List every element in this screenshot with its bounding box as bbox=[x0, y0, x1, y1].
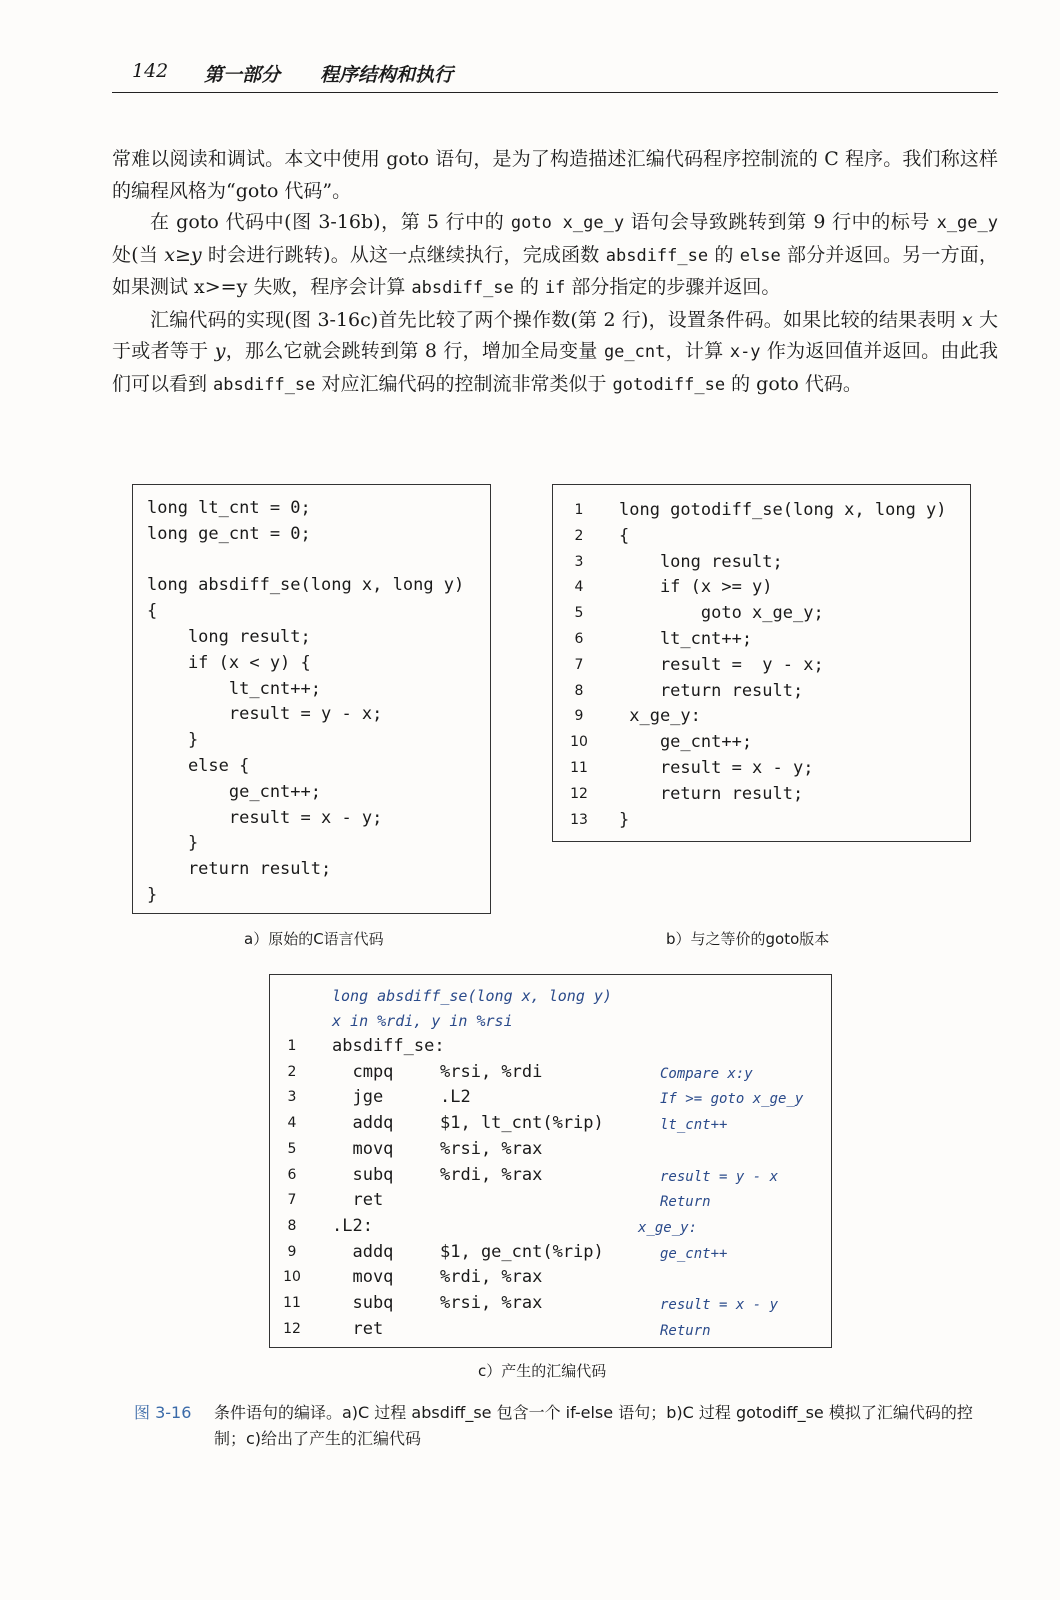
code-line: long result; bbox=[619, 551, 783, 572]
line-number: 5 bbox=[287, 1140, 297, 1157]
line-number: 6 bbox=[287, 1166, 297, 1183]
code-line: lt_cnt++; bbox=[147, 678, 321, 699]
code-line: return result; bbox=[619, 680, 804, 701]
line-number: 5 bbox=[574, 605, 584, 622]
assembly-operands: %rdi, %rax bbox=[440, 1267, 543, 1288]
assembly-operands: .L2 bbox=[440, 1087, 471, 1108]
code-line: result = y - x; bbox=[147, 704, 383, 725]
code-line: } bbox=[147, 833, 199, 854]
assembly-operands: $1, lt_cnt(%rip) bbox=[440, 1113, 604, 1134]
line-number: 2 bbox=[287, 1063, 297, 1080]
line-number: 3 bbox=[574, 553, 584, 570]
assembly-instruction: absdiff_se: bbox=[332, 1036, 445, 1056]
code-line: result = x - y; bbox=[619, 758, 814, 778]
part-title: 第一部分 bbox=[204, 64, 281, 86]
line-number: 7 bbox=[287, 1192, 297, 1209]
assembly-annotation: x_ge_y: bbox=[638, 1219, 698, 1236]
code-line: } bbox=[619, 809, 630, 830]
code-line: long ge_cnt = 0; bbox=[147, 523, 311, 544]
code-line: } bbox=[147, 885, 158, 905]
line-number: 12 bbox=[570, 785, 588, 802]
figure-label: 图 3-16 bbox=[134, 1403, 192, 1422]
paragraph-2: 在 goto 代码中(图 3-16b)，第 5 行中的 goto x_ge_y 语句会导致跳转到第 9 行中的标号 x_ge_y 处(当 x≥y 时会进行跳转)。从这一点继续执行，完成函数 absdiff_se 的 else 部分并返回。另一方面，如果测试 x>=y 失败，程序会计算 absdiff_se 的 if 部分指定的步骤并返回。 bbox=[112, 211, 998, 298]
assembly-annotation: result = y - x bbox=[660, 1168, 779, 1185]
line-number: 4 bbox=[287, 1115, 297, 1132]
line-number: 10 bbox=[283, 1269, 301, 1286]
line-number: 11 bbox=[283, 1295, 301, 1311]
assembly-instruction: ret bbox=[332, 1318, 384, 1339]
assembly-operands: %rdi, %rax bbox=[440, 1164, 543, 1185]
code-box-original-c bbox=[132, 484, 491, 914]
code-line: lt_cnt++; bbox=[619, 629, 753, 649]
line-number: 6 bbox=[574, 631, 584, 647]
line-number: 11 bbox=[570, 760, 588, 776]
assembly-annotation: ge_cnt++ bbox=[660, 1245, 728, 1262]
assembly-operands: %rsi, %rdi bbox=[440, 1061, 543, 1082]
assembly-operands: %rsi, %rax bbox=[440, 1138, 543, 1159]
page-header bbox=[112, 56, 998, 93]
body-text bbox=[112, 144, 998, 401]
assembly-annotation: Compare x:y bbox=[660, 1065, 753, 1082]
caption-c: c）产生的汇编代码 bbox=[478, 1362, 607, 1380]
line-number: 8 bbox=[574, 682, 584, 699]
code-line: { bbox=[147, 601, 158, 622]
figure-text: 条件语句的编译。a)C 过程 absdiff_se 包含一个 if-else 语句；b)C 过程 gotodiff_se 模拟了汇编代码的控制；c)给出了产生的汇编代码 bbox=[214, 1403, 973, 1448]
code-line: ge_cnt++; bbox=[619, 732, 753, 753]
code-line: goto x_ge_y; bbox=[619, 603, 824, 624]
assembly-annotation: Return bbox=[660, 1194, 711, 1211]
code-line: result = x - y; bbox=[147, 807, 383, 828]
assembly-instruction: addq bbox=[332, 1113, 394, 1134]
assembly-header-comment: x in %rdi, y in %rsi bbox=[332, 1012, 513, 1030]
assembly-instruction: movq bbox=[332, 1138, 394, 1159]
line-number: 7 bbox=[574, 656, 584, 673]
line-number: 2 bbox=[574, 527, 584, 544]
page-number: 142 bbox=[132, 60, 169, 82]
code-box-goto-version bbox=[552, 484, 971, 842]
assembly-instruction: subq bbox=[332, 1164, 394, 1185]
line-number: 3 bbox=[287, 1089, 297, 1106]
code-line: { bbox=[619, 525, 630, 546]
code-line: long absdiff_se(long x, long y) bbox=[147, 575, 465, 596]
assembly-instruction: cmpq bbox=[332, 1061, 394, 1082]
line-number: 12 bbox=[283, 1320, 301, 1337]
line-number: 1 bbox=[287, 1038, 297, 1054]
line-number: 10 bbox=[570, 734, 588, 751]
code-line: if (x >= y) bbox=[619, 577, 773, 598]
assembly-annotation: lt_cnt++ bbox=[660, 1117, 728, 1134]
code-line: if (x < y) { bbox=[147, 652, 311, 673]
assembly-annotation: result = x - y bbox=[660, 1297, 779, 1313]
paragraph-1: 常难以阅读和调试。本文中使用 goto 语句，是为了构造描述汇编代码程序控制流的 C 程序。我们称这样的编程风格为“goto 代码”。 bbox=[112, 148, 998, 202]
code-line: else { bbox=[147, 756, 250, 776]
assembly-instruction: .L2: bbox=[332, 1215, 373, 1236]
code-line: result = y - x; bbox=[619, 654, 824, 675]
code-line: } bbox=[147, 730, 199, 751]
assembly-instruction: movq bbox=[332, 1267, 394, 1288]
caption-b: b）与之等价的goto版本 bbox=[666, 930, 830, 948]
caption-a: a）原始的C语言代码 bbox=[244, 930, 384, 948]
code-line: return result; bbox=[619, 783, 804, 804]
code-line: x_ge_y: bbox=[619, 706, 701, 727]
assembly-instruction: jge bbox=[332, 1087, 384, 1108]
assembly-operands: %rsi, %rax bbox=[440, 1293, 543, 1313]
code-line: long gotodiff_se(long x, long y) bbox=[619, 500, 947, 520]
paragraph-3: 汇编代码的实现(图 3-16c)首先比较了两个操作数(第 2 行)，设置条件码。如果比较的结果表明 x 大于或者等于 y，那么它就会跳转到第 8 行，增加全局变量 ge_cnt，计算 x-y 作为返回值并返回。由此我们可以看到 absdiff_se 对应汇编代码的控制流非常类似于 gotodiff_se 的 goto 代码。 bbox=[112, 308, 998, 395]
line-number: 13 bbox=[570, 811, 588, 828]
chapter-title: 程序结构和执行 bbox=[320, 64, 454, 86]
code-box-assembly bbox=[269, 974, 832, 1348]
assembly-header-comment: long absdiff_se(long x, long y) bbox=[332, 987, 612, 1005]
assembly-instruction: ret bbox=[332, 1190, 384, 1211]
line-number: 1 bbox=[574, 502, 584, 518]
assembly-annotation: If >= goto x_ge_y bbox=[660, 1091, 804, 1108]
code-line: long result; bbox=[147, 627, 311, 647]
assembly-instruction: addq bbox=[332, 1241, 394, 1262]
line-number: 9 bbox=[574, 708, 584, 725]
assembly-annotation: Return bbox=[660, 1322, 711, 1339]
assembly-operands: $1, ge_cnt(%rip) bbox=[440, 1241, 604, 1262]
code-line: long lt_cnt = 0; bbox=[147, 498, 311, 518]
line-number: 4 bbox=[574, 579, 584, 596]
line-number: 8 bbox=[287, 1217, 297, 1234]
line-number: 9 bbox=[287, 1243, 297, 1260]
code-line: return result; bbox=[147, 859, 332, 880]
code-line: ge_cnt++; bbox=[147, 781, 321, 802]
assembly-instruction: subq bbox=[332, 1293, 394, 1313]
